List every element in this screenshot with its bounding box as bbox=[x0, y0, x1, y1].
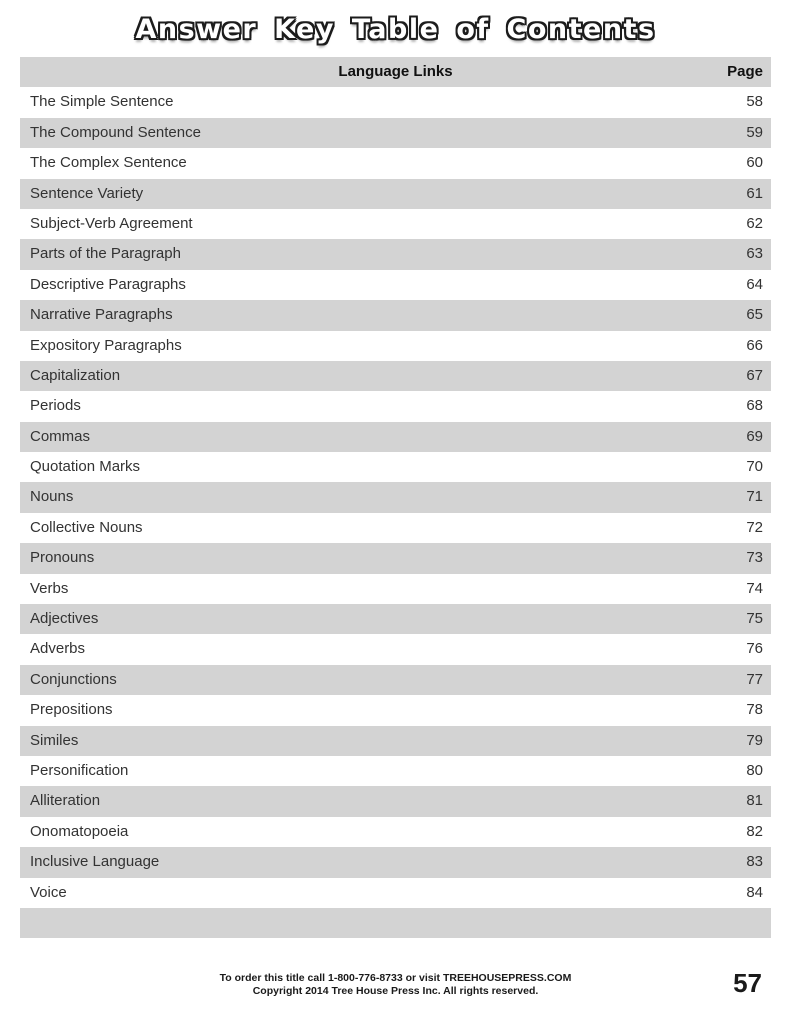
toc-row bbox=[20, 391, 771, 421]
toc-entry-title: Similes bbox=[30, 731, 79, 749]
toc-entry-page: 79 bbox=[746, 731, 763, 749]
toc-entry-page: 70 bbox=[746, 458, 763, 476]
toc-entry-title: Alliteration bbox=[30, 792, 101, 810]
toc-row bbox=[20, 634, 771, 664]
toc-entry-page: 82 bbox=[746, 822, 763, 840]
toc-row bbox=[20, 513, 771, 543]
toc-row bbox=[20, 422, 771, 452]
toc-entry-page: 65 bbox=[746, 306, 763, 324]
toc-entry-page: 83 bbox=[746, 853, 763, 871]
toc-entry-title: Adjectives bbox=[30, 610, 99, 628]
toc-entry-title: Inclusive Language bbox=[30, 853, 160, 871]
toc-entry-page: 76 bbox=[746, 640, 763, 658]
toc-row bbox=[20, 239, 771, 269]
toc-row bbox=[20, 331, 771, 361]
toc-header-subject: Language Links bbox=[338, 62, 453, 80]
toc-row bbox=[20, 87, 771, 117]
toc-entry-page: 69 bbox=[746, 427, 763, 445]
toc-entry-title: The Compound Sentence bbox=[30, 123, 201, 141]
toc-entry-title: Sentence Variety bbox=[30, 184, 144, 202]
toc-table bbox=[20, 57, 771, 938]
toc-row bbox=[20, 148, 771, 178]
toc-entry-title: Commas bbox=[30, 427, 91, 445]
toc-entry-page: 63 bbox=[746, 245, 763, 263]
toc-row bbox=[20, 574, 771, 604]
toc-entry-page: 66 bbox=[746, 336, 763, 354]
toc-row bbox=[20, 665, 771, 695]
toc-entry-page: 67 bbox=[746, 366, 763, 384]
toc-rows bbox=[20, 87, 771, 938]
toc-row bbox=[20, 118, 771, 148]
toc-row bbox=[20, 179, 771, 209]
toc-row bbox=[20, 209, 771, 239]
toc-row bbox=[20, 543, 771, 573]
toc-entry-title: The Complex Sentence bbox=[30, 154, 187, 172]
page-title: Answer Key Table of Contents bbox=[135, 14, 656, 45]
toc-entry-page: 77 bbox=[746, 670, 763, 688]
toc-entry-page: 68 bbox=[746, 397, 763, 415]
toc-header-page: Page bbox=[727, 62, 763, 80]
toc-entry-title: Nouns bbox=[30, 488, 74, 506]
toc-entry-page: 60 bbox=[746, 154, 763, 172]
toc-entry-page: 64 bbox=[746, 275, 763, 293]
toc-row bbox=[20, 361, 771, 391]
toc-row bbox=[20, 908, 771, 938]
toc-entry-title: Prepositions bbox=[30, 701, 113, 719]
toc-row bbox=[20, 726, 771, 756]
toc-row bbox=[20, 695, 771, 725]
toc-entry-page: 71 bbox=[746, 488, 763, 506]
toc-entry-title: Subject-Verb Agreement bbox=[30, 214, 193, 232]
toc-header-row bbox=[20, 57, 771, 87]
footer-copyright-line: Copyright 2014 Tree House Press Inc. All rights reserved. bbox=[252, 985, 539, 997]
toc-entry-page: 73 bbox=[746, 549, 763, 567]
toc-entry-page: 61 bbox=[746, 184, 763, 202]
toc-entry-page: 75 bbox=[746, 610, 763, 628]
toc-row bbox=[20, 847, 771, 877]
toc-entry-title: Onomatopoeia bbox=[30, 822, 129, 840]
toc-entry-title: Personification bbox=[30, 761, 129, 779]
toc-row bbox=[20, 786, 771, 816]
toc-entry-title: The Simple Sentence bbox=[30, 93, 174, 111]
toc-entry-title: Periods bbox=[30, 397, 81, 415]
toc-entry-title: Conjunctions bbox=[30, 670, 117, 688]
toc-row bbox=[20, 604, 771, 634]
toc-row bbox=[20, 817, 771, 847]
toc-row bbox=[20, 482, 771, 512]
toc-entry-title: Descriptive Paragraphs bbox=[30, 275, 186, 293]
toc-entry-title: Capitalization bbox=[30, 366, 121, 384]
toc-row bbox=[20, 878, 771, 908]
toc-entry-page: 72 bbox=[746, 518, 763, 536]
toc-entry-title: Adverbs bbox=[30, 640, 86, 658]
toc-entry-title: Collective Nouns bbox=[30, 518, 143, 536]
toc-entry-page: 59 bbox=[746, 123, 763, 141]
toc-entry-title: Narrative Paragraphs bbox=[30, 306, 173, 324]
toc-entry-page: 84 bbox=[746, 883, 763, 901]
toc-entry-title: Quotation Marks bbox=[30, 458, 141, 476]
toc-entry-title: Pronouns bbox=[30, 549, 95, 567]
toc-row bbox=[20, 270, 771, 300]
toc-row bbox=[20, 300, 771, 330]
toc-entry-title: Voice bbox=[30, 883, 67, 901]
page-number: 57 bbox=[733, 968, 762, 998]
toc-entry-page: 80 bbox=[746, 761, 763, 779]
toc-entry-title: Parts of the Paragraph bbox=[30, 245, 181, 263]
toc-entry-page: 62 bbox=[746, 214, 763, 232]
footer bbox=[0, 972, 791, 998]
toc-entry-page: 74 bbox=[746, 579, 763, 597]
toc-entry-title: Expository Paragraphs bbox=[30, 336, 182, 354]
toc-entry-page: 58 bbox=[746, 93, 763, 111]
toc-entry-page: 78 bbox=[746, 701, 763, 719]
toc-entry-title: Verbs bbox=[30, 579, 69, 597]
footer-order-line: To order this title call 1-800-776-8733 or visit TREEHOUSEPRESS.COM bbox=[219, 972, 572, 984]
toc-row bbox=[20, 452, 771, 482]
toc-entry-page: 81 bbox=[746, 792, 763, 810]
toc-row bbox=[20, 756, 771, 786]
